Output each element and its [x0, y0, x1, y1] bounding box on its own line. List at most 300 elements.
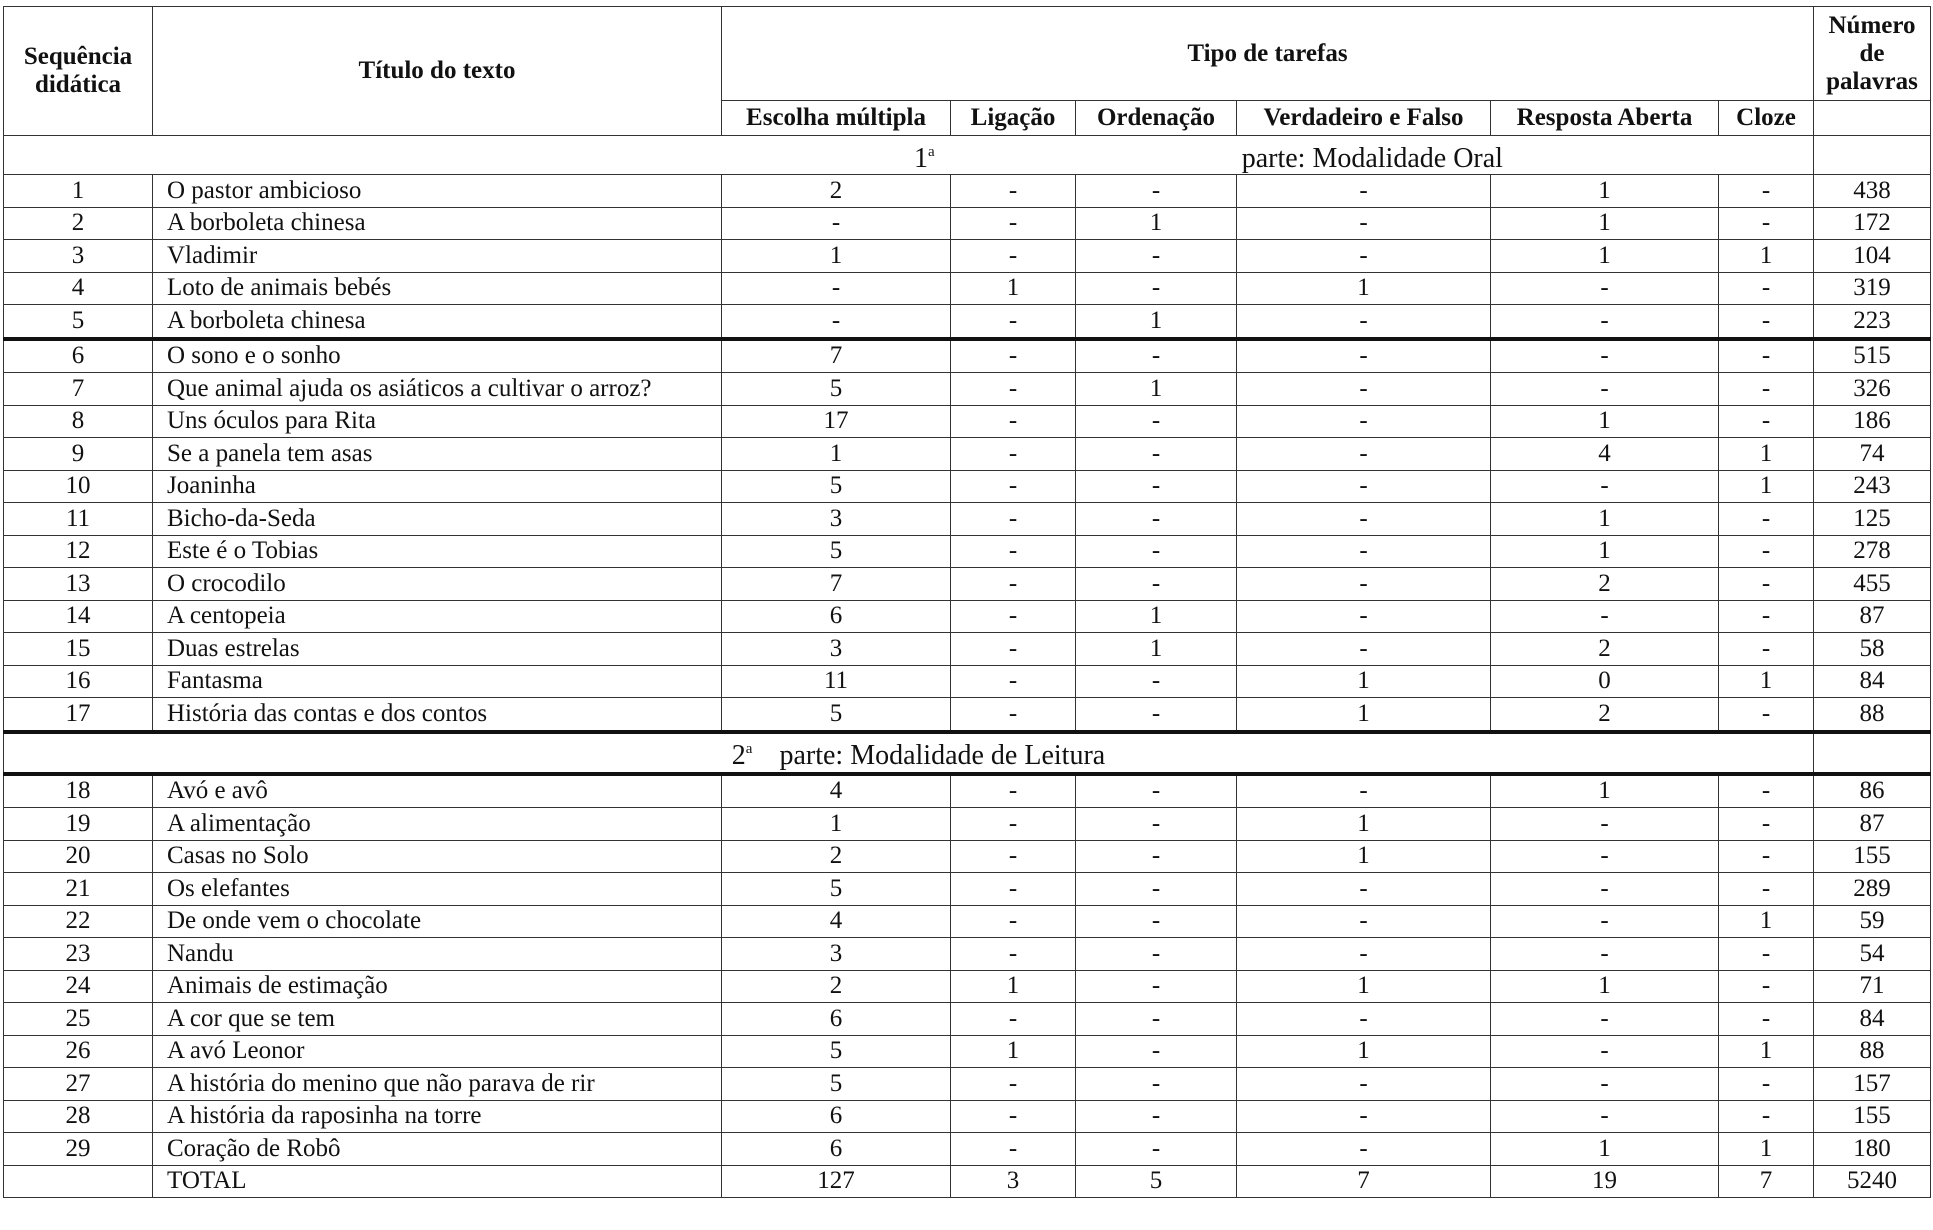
header-sequencia-line1: Sequência [23, 43, 133, 70]
cell-words: 86 [1814, 774, 1931, 808]
cell-words: 5240 [1814, 1165, 1931, 1198]
cell-em: 1 [722, 808, 951, 841]
cell-seq: 1 [4, 175, 153, 208]
cell-cloze: - [1719, 698, 1814, 732]
cell-seq: 21 [4, 873, 153, 906]
cell-vf: 1 [1237, 970, 1491, 1003]
table-row [4, 470, 1931, 503]
cell-ra: - [1491, 1100, 1719, 1133]
cell-lig: 3 [951, 1165, 1076, 1198]
cell-em: - [722, 272, 951, 305]
cell-title: Se a panela tem asas [153, 438, 722, 471]
cell-ord: - [1076, 1068, 1237, 1101]
cell-lig: - [951, 1100, 1076, 1133]
cell-ord: - [1076, 1100, 1237, 1133]
part2-ordinal: 2 [731, 740, 746, 771]
cell-lig: - [951, 1133, 1076, 1166]
table-row [4, 535, 1931, 568]
task-summary-table [3, 6, 1931, 1198]
cell-lig: - [951, 305, 1076, 339]
cell-ra: 1 [1491, 175, 1719, 208]
cell-ra: - [1491, 1068, 1719, 1101]
cell-seq: 4 [4, 272, 153, 305]
cell-seq: 19 [4, 808, 153, 841]
cell-words: 155 [1814, 1100, 1931, 1133]
cell-vf: - [1237, 873, 1491, 906]
part2-label-main: parte: Modalidade de Leitura [772, 740, 1106, 771]
cell-seq: 20 [4, 840, 153, 873]
cell-words: 84 [1814, 1003, 1931, 1036]
cell-vf: - [1237, 503, 1491, 536]
cell-lig: - [951, 373, 1076, 406]
cell-seq: 11 [4, 503, 153, 536]
cell-title: Joaninha [153, 470, 722, 503]
cell-ra: - [1491, 1035, 1719, 1068]
cell-cloze: - [1719, 568, 1814, 601]
cell-em: 5 [722, 470, 951, 503]
cell-words: 515 [1814, 339, 1931, 373]
cell-words: 157 [1814, 1068, 1931, 1101]
header-numero-line2: de [1859, 39, 1885, 67]
cell-ord: - [1076, 905, 1237, 938]
cell-vf: - [1237, 470, 1491, 503]
cell-title: De onde vem o chocolate [153, 905, 722, 938]
cell-ord: - [1076, 665, 1237, 698]
cell-ord: - [1076, 339, 1237, 373]
cell-ra: - [1491, 873, 1719, 906]
cell-em: - [722, 207, 951, 240]
cell-vf: 1 [1237, 698, 1491, 732]
cell-lig: 1 [951, 970, 1076, 1003]
cell-ord: - [1076, 175, 1237, 208]
header-numero-palavras [1814, 7, 1931, 101]
cell-cloze: 1 [1719, 240, 1814, 273]
header-sequencia-line2: didática [34, 71, 122, 98]
cell-em: 4 [722, 905, 951, 938]
cell-em: 3 [722, 633, 951, 666]
cell-em: 6 [722, 1003, 951, 1036]
cell-cloze: - [1719, 970, 1814, 1003]
header-verdadeiro-falso: Verdadeiro e Falso [1237, 101, 1491, 136]
cell-title: O pastor ambicioso [153, 175, 722, 208]
cell-ra: 0 [1491, 665, 1719, 698]
cell-words: 326 [1814, 373, 1931, 406]
cell-cloze: - [1719, 175, 1814, 208]
cell-vf: - [1237, 938, 1491, 971]
cell-lig: - [951, 665, 1076, 698]
cell-vf: 1 [1237, 272, 1491, 305]
cell-vf: - [1237, 240, 1491, 273]
cell-cloze: - [1719, 535, 1814, 568]
table-row [4, 207, 1931, 240]
cell-cloze: - [1719, 1068, 1814, 1101]
part2-words-empty [1814, 732, 1931, 774]
cell-ra: 1 [1491, 1133, 1719, 1166]
total-row [4, 1165, 1931, 1198]
cell-em: 5 [722, 698, 951, 732]
cell-ord: - [1076, 698, 1237, 732]
cell-title: A cor que se tem [153, 1003, 722, 1036]
table-row [4, 568, 1931, 601]
cell-cloze: - [1719, 840, 1814, 873]
cell-seq: 5 [4, 305, 153, 339]
cell-title: Loto de animais bebés [153, 272, 722, 305]
cell-ra: 1 [1491, 240, 1719, 273]
cell-words: 319 [1814, 272, 1931, 305]
cell-words: 125 [1814, 503, 1931, 536]
cell-em: 6 [722, 1133, 951, 1166]
cell-ord: - [1076, 938, 1237, 971]
cell-ord: - [1076, 1133, 1237, 1166]
cell-ra: - [1491, 339, 1719, 373]
cell-words: 104 [1814, 240, 1931, 273]
cell-seq: 26 [4, 1035, 153, 1068]
cell-title: Animais de estimação [153, 970, 722, 1003]
cell-vf: 7 [1237, 1165, 1491, 1198]
cell-ord: 1 [1076, 600, 1237, 633]
cell-em: 5 [722, 1068, 951, 1101]
cell-cloze: 7 [1719, 1165, 1814, 1198]
cell-title: Bicho-da-Seda [153, 503, 722, 536]
cell-title: Vladimir [153, 240, 722, 273]
table-row [4, 808, 1931, 841]
cell-ra: 4 [1491, 438, 1719, 471]
cell-vf: - [1237, 905, 1491, 938]
cell-cloze: - [1719, 600, 1814, 633]
cell-title: A história do menino que não parava de rir [153, 1068, 722, 1101]
cell-em: 11 [722, 665, 951, 698]
cell-ord: - [1076, 774, 1237, 808]
cell-vf: - [1237, 600, 1491, 633]
cell-vf: 1 [1237, 808, 1491, 841]
cell-ra: 2 [1491, 568, 1719, 601]
header-empty-cell [1814, 101, 1931, 136]
cell-em: 5 [722, 373, 951, 406]
cell-title: TOTAL [153, 1165, 722, 1198]
cell-ra: - [1491, 373, 1719, 406]
header-numero-line1: Número [1828, 11, 1916, 39]
cell-seq: 22 [4, 905, 153, 938]
cell-seq: 24 [4, 970, 153, 1003]
part1-ordinal: 1 [914, 142, 929, 174]
cell-em: 5 [722, 873, 951, 906]
cell-em: 17 [722, 405, 951, 438]
cell-lig: - [951, 633, 1076, 666]
cell-lig: - [951, 808, 1076, 841]
cell-cloze: - [1719, 272, 1814, 305]
cell-seq: 12 [4, 535, 153, 568]
cell-vf: - [1237, 175, 1491, 208]
cell-seq: 10 [4, 470, 153, 503]
cell-cloze: - [1719, 873, 1814, 906]
cell-words: 438 [1814, 175, 1931, 208]
cell-cloze: - [1719, 1100, 1814, 1133]
cell-title: A borboleta chinesa [153, 305, 722, 339]
cell-cloze: - [1719, 305, 1814, 339]
cell-cloze: - [1719, 633, 1814, 666]
part1-sup: a [928, 143, 935, 160]
cell-lig: 1 [951, 272, 1076, 305]
table-row [4, 240, 1931, 273]
header-escolha-multipla: Escolha múltipla [722, 101, 951, 136]
cell-vf: - [1237, 568, 1491, 601]
cell-ra: 2 [1491, 633, 1719, 666]
table-row [4, 905, 1931, 938]
cell-ra: - [1491, 840, 1719, 873]
table-row [4, 698, 1931, 732]
cell-words: 289 [1814, 873, 1931, 906]
cell-lig: - [951, 840, 1076, 873]
cell-ra: - [1491, 1003, 1719, 1036]
cell-words: 186 [1814, 405, 1931, 438]
cell-lig: - [951, 568, 1076, 601]
cell-title: A centopeia [153, 600, 722, 633]
header-numero-line3: palavras [1826, 67, 1918, 95]
cell-seq: 6 [4, 339, 153, 373]
part1-words-empty [1814, 136, 1931, 175]
cell-words: 74 [1814, 438, 1931, 471]
header-ordenacao: Ordenação [1076, 101, 1237, 136]
cell-seq: 9 [4, 438, 153, 471]
cell-ord: - [1076, 1035, 1237, 1068]
cell-lig: - [951, 438, 1076, 471]
cell-seq: 23 [4, 938, 153, 971]
part2-label [4, 732, 1814, 774]
cell-em: 6 [722, 600, 951, 633]
cell-words: 58 [1814, 633, 1931, 666]
part1-label-main: parte: Modalidade Oral [1234, 142, 1503, 174]
cell-words: 223 [1814, 305, 1931, 339]
cell-vf: - [1237, 405, 1491, 438]
table-row [4, 1100, 1931, 1133]
cell-words: 155 [1814, 840, 1931, 873]
cell-em: 127 [722, 1165, 951, 1198]
cell-em: 4 [722, 774, 951, 808]
cell-title: Uns óculos para Rita [153, 405, 722, 438]
table-row [4, 1003, 1931, 1036]
cell-lig: - [951, 470, 1076, 503]
cell-words: 87 [1814, 808, 1931, 841]
cell-vf: 1 [1237, 665, 1491, 698]
part2-sup: a [745, 741, 753, 757]
cell-seq: 3 [4, 240, 153, 273]
cell-title: Fantasma [153, 665, 722, 698]
cell-seq: 16 [4, 665, 153, 698]
cell-cloze: 1 [1719, 665, 1814, 698]
cell-ord: - [1076, 873, 1237, 906]
header-resposta-aberta: Resposta Aberta [1491, 101, 1719, 136]
header-tipo-tarefas: Tipo de tarefas [722, 7, 1814, 101]
part1-label-text [614, 138, 1503, 173]
cell-lig: - [951, 698, 1076, 732]
cell-words: 54 [1814, 938, 1931, 971]
cell-vf: - [1237, 305, 1491, 339]
cell-ord: - [1076, 503, 1237, 536]
table-row [4, 970, 1931, 1003]
cell-seq: 7 [4, 373, 153, 406]
cell-seq: 8 [4, 405, 153, 438]
cell-lig: - [951, 339, 1076, 373]
cell-title: A borboleta chinesa [153, 207, 722, 240]
cell-ra: 1 [1491, 503, 1719, 536]
cell-title: Este é o Tobias [153, 535, 722, 568]
cell-seq [4, 1165, 153, 1198]
cell-cloze: 1 [1719, 905, 1814, 938]
cell-lig: - [951, 600, 1076, 633]
cell-seq: 25 [4, 1003, 153, 1036]
cell-vf: 1 [1237, 1035, 1491, 1068]
cell-words: 180 [1814, 1133, 1931, 1166]
cell-seq: 2 [4, 207, 153, 240]
cell-title: O crocodilo [153, 568, 722, 601]
cell-ord: - [1076, 240, 1237, 273]
table-row [4, 665, 1931, 698]
cell-em: 3 [722, 503, 951, 536]
cell-em: 7 [722, 339, 951, 373]
part1-row [4, 136, 1931, 175]
cell-em: 2 [722, 840, 951, 873]
cell-lig: - [951, 938, 1076, 971]
cell-em: 6 [722, 1100, 951, 1133]
cell-vf: - [1237, 339, 1491, 373]
cell-lig: - [951, 774, 1076, 808]
cell-lig: - [951, 175, 1076, 208]
table-row [4, 503, 1931, 536]
cell-title: A avó Leonor [153, 1035, 722, 1068]
cell-words: 278 [1814, 535, 1931, 568]
cell-words: 71 [1814, 970, 1931, 1003]
cell-seq: 29 [4, 1133, 153, 1166]
cell-cloze: 1 [1719, 438, 1814, 471]
table-row [4, 175, 1931, 208]
cell-cloze: 1 [1719, 1133, 1814, 1166]
cell-vf: - [1237, 1003, 1491, 1036]
cell-lig: 1 [951, 1035, 1076, 1068]
cell-em: 7 [722, 568, 951, 601]
cell-ord: 1 [1076, 373, 1237, 406]
table-row [4, 1068, 1931, 1101]
cell-vf: - [1237, 373, 1491, 406]
cell-title: Que animal ajuda os asiáticos a cultivar o arroz? [153, 373, 722, 406]
table-row [4, 305, 1931, 339]
cell-ra: 1 [1491, 774, 1719, 808]
cell-ord: - [1076, 535, 1237, 568]
cell-title: Os elefantes [153, 873, 722, 906]
cell-em: 1 [722, 240, 951, 273]
cell-words: 59 [1814, 905, 1931, 938]
cell-ra: - [1491, 808, 1719, 841]
cell-title: Coração de Robô [153, 1133, 722, 1166]
cell-cloze: - [1719, 938, 1814, 971]
table-row [4, 600, 1931, 633]
table-row [4, 633, 1931, 666]
cell-lig: - [951, 1003, 1076, 1036]
cell-cloze: - [1719, 405, 1814, 438]
cell-ord: 1 [1076, 633, 1237, 666]
cell-cloze: - [1719, 339, 1814, 373]
table-row [4, 774, 1931, 808]
cell-ord: - [1076, 568, 1237, 601]
cell-words: 88 [1814, 1035, 1931, 1068]
table-row [4, 405, 1931, 438]
cell-words: 87 [1814, 600, 1931, 633]
cell-em: - [722, 305, 951, 339]
cell-vf: - [1237, 633, 1491, 666]
cell-lig: - [951, 873, 1076, 906]
cell-ord: 1 [1076, 305, 1237, 339]
cell-lig: - [951, 240, 1076, 273]
cell-ra: 2 [1491, 698, 1719, 732]
header-ligacao: Ligação [951, 101, 1076, 136]
cell-em: 1 [722, 438, 951, 471]
cell-ra: - [1491, 938, 1719, 971]
cell-seq: 17 [4, 698, 153, 732]
cell-cloze: 1 [1719, 1035, 1814, 1068]
cell-vf: - [1237, 207, 1491, 240]
cell-title: Duas estrelas [153, 633, 722, 666]
cell-cloze: - [1719, 207, 1814, 240]
cell-lig: - [951, 405, 1076, 438]
table-row [4, 938, 1931, 971]
cell-ord: - [1076, 1003, 1237, 1036]
cell-ra: 1 [1491, 535, 1719, 568]
cell-cloze: - [1719, 373, 1814, 406]
cell-cloze: - [1719, 774, 1814, 808]
cell-em: 2 [722, 970, 951, 1003]
table-row [4, 1133, 1931, 1166]
table-row [4, 438, 1931, 471]
cell-seq: 18 [4, 774, 153, 808]
cell-ord: 1 [1076, 207, 1237, 240]
cell-words: 88 [1814, 698, 1931, 732]
cell-lig: - [951, 1068, 1076, 1101]
cell-ord: - [1076, 840, 1237, 873]
cell-ra: - [1491, 905, 1719, 938]
cell-em: 3 [722, 938, 951, 971]
cell-ord: 5 [1076, 1165, 1237, 1198]
cell-ra: 1 [1491, 970, 1719, 1003]
cell-title: A história da raposinha na torre [153, 1100, 722, 1133]
cell-em: 5 [722, 535, 951, 568]
table-row [4, 272, 1931, 305]
cell-ra: 19 [1491, 1165, 1719, 1198]
cell-em: 5 [722, 1035, 951, 1068]
cell-title: Nandu [153, 938, 722, 971]
cell-words: 172 [1814, 207, 1931, 240]
cell-ord: - [1076, 970, 1237, 1003]
cell-ra: - [1491, 305, 1719, 339]
cell-seq: 13 [4, 568, 153, 601]
header-sequencia [4, 7, 153, 136]
header-titulo: Título do texto [153, 7, 722, 136]
table-row [4, 1035, 1931, 1068]
cell-vf: 1 [1237, 840, 1491, 873]
cell-ra: 1 [1491, 405, 1719, 438]
table-row [4, 840, 1931, 873]
cell-title: O sono e o sonho [153, 339, 722, 373]
cell-cloze: - [1719, 1003, 1814, 1036]
cell-title: História das contas e dos contos [153, 698, 722, 732]
cell-words: 84 [1814, 665, 1931, 698]
cell-seq: 14 [4, 600, 153, 633]
cell-seq: 15 [4, 633, 153, 666]
cell-ord: - [1076, 808, 1237, 841]
table-row [4, 373, 1931, 406]
part2-row [4, 732, 1931, 774]
cell-ra: - [1491, 600, 1719, 633]
cell-ord: - [1076, 272, 1237, 305]
cell-vf: - [1237, 1068, 1491, 1101]
